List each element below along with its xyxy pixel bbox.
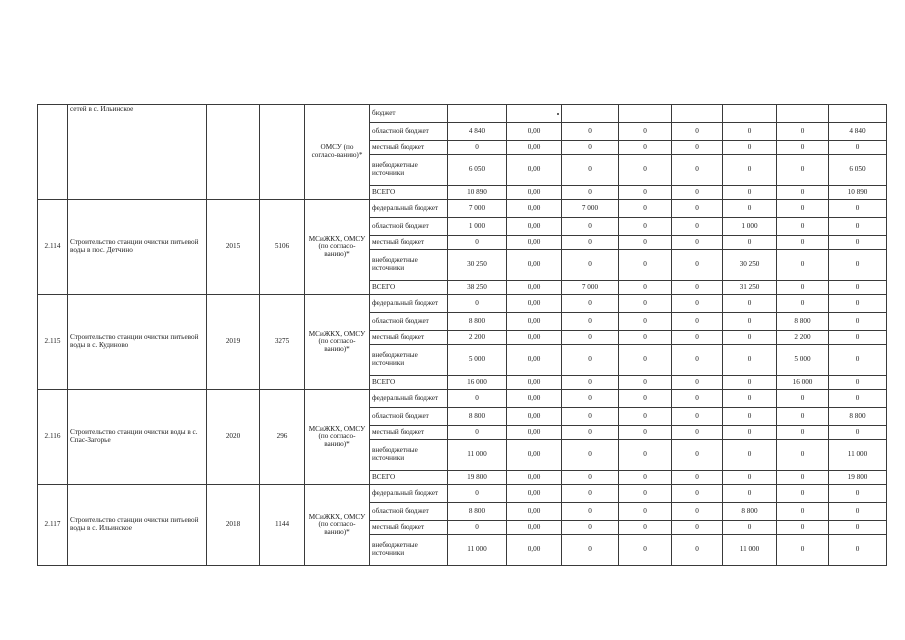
amount-cell: 0 <box>777 250 829 281</box>
amount-cell: 0,00 <box>507 313 562 331</box>
amount-cell: 0 <box>619 440 672 471</box>
amount-cell: 0 <box>672 141 723 155</box>
amount-cell: 0 <box>562 141 619 155</box>
amount-cell <box>829 105 887 123</box>
amount-cell: 0 <box>777 141 829 155</box>
project-name: Строительство станции очистки питьевой воды в с. Кудиново <box>68 295 207 390</box>
amount-cell: 0 <box>619 186 672 200</box>
project-name: Строительство станции очистки воды в с. Спас-Загорье <box>68 390 207 485</box>
amount-cell: 0 <box>723 236 777 250</box>
executor: МСиЖКХ, ОМСУ (по согласо-ванию)* <box>305 390 370 485</box>
amount-cell: 0 <box>777 503 829 521</box>
amount-cell: 8 800 <box>448 313 507 331</box>
amount-cell: 0 <box>777 281 829 295</box>
completion-year: 2019 <box>207 295 260 390</box>
amount-cell: 2 200 <box>777 331 829 345</box>
amount-cell: 0 <box>777 123 829 141</box>
completion-year: 2015 <box>207 200 260 295</box>
funding-source: местный бюджет <box>370 521 448 535</box>
amount-cell: 0 <box>562 345 619 376</box>
funding-source: ВСЕГО <box>370 186 448 200</box>
project-capacity: 296 <box>260 390 305 485</box>
funding-source: областной бюджет <box>370 123 448 141</box>
amount-cell: 0 <box>723 186 777 200</box>
amount-cell: 0 <box>829 313 887 331</box>
amount-cell: 0 <box>448 295 507 313</box>
amount-cell: 0 <box>829 345 887 376</box>
amount-cell: 7 000 <box>562 281 619 295</box>
amount-cell: 7 000 <box>562 200 619 218</box>
amount-cell: 0 <box>619 123 672 141</box>
amount-cell: 0 <box>777 186 829 200</box>
funding-source: местный бюджет <box>370 236 448 250</box>
amount-cell: 0 <box>723 313 777 331</box>
amount-cell: 0 <box>777 521 829 535</box>
project-capacity <box>260 105 305 200</box>
completion-year: 2018 <box>207 485 260 566</box>
amount-cell: 0 <box>619 331 672 345</box>
project-name: сетей в с. Ильинское <box>68 105 207 200</box>
amount-cell: 0,00 <box>507 295 562 313</box>
table-row <box>38 200 887 218</box>
funding-source: внебюджетные источники <box>370 250 448 281</box>
amount-cell: 0 <box>829 426 887 440</box>
amount-cell: 0 <box>672 236 723 250</box>
amount-cell: 0 <box>448 236 507 250</box>
amount-cell: 16 000 <box>777 376 829 390</box>
amount-cell: 11 000 <box>723 535 777 566</box>
amount-cell: 0,00 <box>507 141 562 155</box>
amount-cell: 0,00 <box>507 155 562 186</box>
amount-cell: 0 <box>777 218 829 236</box>
amount-cell: 0 <box>723 408 777 426</box>
amount-cell: 0 <box>672 155 723 186</box>
amount-cell: 0 <box>723 390 777 408</box>
amount-cell: 0 <box>777 236 829 250</box>
executor: МСиЖКХ, ОМСУ (по согласо-ванию)* <box>305 295 370 390</box>
amount-cell: 0,00 <box>507 426 562 440</box>
table-row <box>38 485 887 503</box>
amount-cell: 0 <box>723 155 777 186</box>
amount-cell: 30 250 <box>448 250 507 281</box>
amount-cell <box>507 105 562 123</box>
amount-cell: 1 000 <box>723 218 777 236</box>
funding-source: федеральный бюджет <box>370 200 448 218</box>
amount-cell: 0 <box>829 295 887 313</box>
funding-source: ВСЕГО <box>370 471 448 485</box>
amount-cell: 0 <box>562 440 619 471</box>
amount-cell: 0 <box>672 471 723 485</box>
amount-cell: 0 <box>672 485 723 503</box>
amount-cell: 11 000 <box>829 440 887 471</box>
amount-cell <box>672 105 723 123</box>
document-page <box>37 104 887 566</box>
funding-source: внебюджетные источники <box>370 535 448 566</box>
completion-year: 2020 <box>207 390 260 485</box>
funding-source: местный бюджет <box>370 331 448 345</box>
amount-cell: 0,00 <box>507 331 562 345</box>
row-code: 2.116 <box>38 390 68 485</box>
amount-cell: 0,00 <box>507 535 562 566</box>
amount-cell: 0 <box>562 426 619 440</box>
amount-cell: 8 800 <box>448 408 507 426</box>
amount-cell: 30 250 <box>723 250 777 281</box>
amount-cell: 0 <box>562 390 619 408</box>
amount-cell: 0 <box>723 440 777 471</box>
amount-cell: 0 <box>777 440 829 471</box>
amount-cell: 19 800 <box>448 471 507 485</box>
amount-cell: 0 <box>619 408 672 426</box>
row-code <box>38 105 68 200</box>
amount-cell: 0 <box>672 535 723 566</box>
amount-cell: 0,00 <box>507 503 562 521</box>
amount-cell: 0 <box>723 485 777 503</box>
amount-cell: 0 <box>777 155 829 186</box>
amount-cell: 0 <box>829 331 887 345</box>
amount-cell: 0 <box>619 521 672 535</box>
amount-cell: 0 <box>723 295 777 313</box>
amount-cell: 0 <box>672 200 723 218</box>
amount-cell: 11 000 <box>448 535 507 566</box>
amount-cell: 0,00 <box>507 186 562 200</box>
table-row <box>38 295 887 313</box>
project-name: Строительство станции очистки питьевой воды в с. Ильинское <box>68 485 207 566</box>
amount-cell: 0 <box>619 218 672 236</box>
amount-cell: 0 <box>829 250 887 281</box>
funding-source: федеральный бюджет <box>370 390 448 408</box>
amount-cell: 0,00 <box>507 521 562 535</box>
amount-cell: 0,00 <box>507 471 562 485</box>
amount-cell: 0 <box>448 521 507 535</box>
amount-cell: 0,00 <box>507 345 562 376</box>
amount-cell: 0 <box>562 186 619 200</box>
amount-cell: 0 <box>672 281 723 295</box>
amount-cell: 0 <box>829 236 887 250</box>
funding-source: областной бюджет <box>370 313 448 331</box>
amount-cell: 5 000 <box>777 345 829 376</box>
amount-cell: 0 <box>619 200 672 218</box>
project-capacity: 5106 <box>260 200 305 295</box>
budget-table <box>37 104 887 566</box>
amount-cell: 0 <box>562 331 619 345</box>
amount-cell: 0,00 <box>507 440 562 471</box>
amount-cell: 0 <box>562 503 619 521</box>
amount-cell: 4 840 <box>448 123 507 141</box>
amount-cell: 0 <box>672 123 723 141</box>
amount-cell: 0 <box>672 331 723 345</box>
amount-cell: 0 <box>619 281 672 295</box>
amount-cell: 0 <box>448 426 507 440</box>
amount-cell: 0 <box>562 408 619 426</box>
amount-cell: 0 <box>672 408 723 426</box>
amount-cell: 0 <box>829 535 887 566</box>
project-name: Строительство станции очистки питьевой воды в пос. Детчино <box>68 200 207 295</box>
funding-source: областной бюджет <box>370 218 448 236</box>
amount-cell: 0 <box>672 390 723 408</box>
amount-cell: 8 800 <box>829 408 887 426</box>
amount-cell: 19 800 <box>829 471 887 485</box>
amount-cell: 0 <box>448 141 507 155</box>
funding-source: областной бюджет <box>370 503 448 521</box>
amount-cell: 0 <box>619 535 672 566</box>
amount-cell <box>562 105 619 123</box>
funding-source: местный бюджет <box>370 426 448 440</box>
amount-cell: 0 <box>829 218 887 236</box>
funding-source: ВСЕГО <box>370 281 448 295</box>
amount-cell: 0,00 <box>507 236 562 250</box>
amount-cell: 0 <box>562 485 619 503</box>
amount-cell: 0 <box>619 471 672 485</box>
amount-cell: 0 <box>672 218 723 236</box>
amount-cell: 0,00 <box>507 408 562 426</box>
amount-cell: 0 <box>723 426 777 440</box>
amount-cell: 16 000 <box>448 376 507 390</box>
amount-cell: 0 <box>619 376 672 390</box>
amount-cell: 0 <box>619 236 672 250</box>
amount-cell: 0 <box>562 218 619 236</box>
amount-cell: 31 250 <box>723 281 777 295</box>
amount-cell: 0 <box>672 295 723 313</box>
amount-cell: 0 <box>562 123 619 141</box>
amount-cell: 0 <box>777 426 829 440</box>
amount-cell: 0,00 <box>507 281 562 295</box>
amount-cell: 8 800 <box>723 503 777 521</box>
amount-cell: 6 050 <box>448 155 507 186</box>
amount-cell: 0 <box>723 123 777 141</box>
amount-cell: 0 <box>619 155 672 186</box>
amount-cell: 0 <box>562 471 619 485</box>
amount-cell: 0,00 <box>507 376 562 390</box>
amount-cell: 0 <box>777 485 829 503</box>
amount-cell: 0 <box>672 250 723 281</box>
amount-cell: 0 <box>619 295 672 313</box>
amount-cell: 38 250 <box>448 281 507 295</box>
amount-cell: 0 <box>448 485 507 503</box>
amount-cell: 0 <box>672 426 723 440</box>
funding-source: внебюджетные источники <box>370 155 448 186</box>
amount-cell: 0 <box>829 376 887 390</box>
amount-cell: 0 <box>562 250 619 281</box>
amount-cell: 0,00 <box>507 390 562 408</box>
amount-cell: 11 000 <box>448 440 507 471</box>
amount-cell: 0 <box>619 250 672 281</box>
amount-cell: 0,00 <box>507 200 562 218</box>
project-capacity: 3275 <box>260 295 305 390</box>
funding-source: внебюджетные источники <box>370 345 448 376</box>
amount-cell: 0 <box>619 503 672 521</box>
amount-cell <box>619 105 672 123</box>
amount-cell: 0 <box>723 471 777 485</box>
amount-cell: 0 <box>619 426 672 440</box>
amount-cell: 0 <box>829 200 887 218</box>
scan-mark <box>557 113 559 115</box>
table-row <box>38 390 887 408</box>
table-row <box>38 105 887 123</box>
amount-cell: 0 <box>829 281 887 295</box>
amount-cell: 0 <box>672 440 723 471</box>
funding-source: федеральный бюджет <box>370 485 448 503</box>
amount-cell: 0 <box>777 295 829 313</box>
amount-cell: 0 <box>562 295 619 313</box>
amount-cell: 0 <box>672 376 723 390</box>
amount-cell: 1 000 <box>448 218 507 236</box>
amount-cell: 0 <box>777 408 829 426</box>
amount-cell: 0 <box>723 345 777 376</box>
executor: ОМСУ (по согласо-ванию)* <box>305 105 370 200</box>
amount-cell: 0,00 <box>507 250 562 281</box>
amount-cell: 0 <box>777 535 829 566</box>
row-code: 2.117 <box>38 485 68 566</box>
amount-cell: 0 <box>672 186 723 200</box>
amount-cell <box>777 105 829 123</box>
amount-cell: 10 890 <box>448 186 507 200</box>
amount-cell: 0 <box>619 345 672 376</box>
amount-cell: 0,00 <box>507 485 562 503</box>
amount-cell: 0 <box>829 141 887 155</box>
completion-year <box>207 105 260 200</box>
amount-cell: 0 <box>562 535 619 566</box>
amount-cell: 0 <box>562 376 619 390</box>
amount-cell: 0 <box>723 200 777 218</box>
amount-cell: 0 <box>723 376 777 390</box>
amount-cell: 0,00 <box>507 123 562 141</box>
amount-cell: 0 <box>619 390 672 408</box>
project-capacity: 1144 <box>260 485 305 566</box>
amount-cell: 0 <box>672 521 723 535</box>
funding-source: федеральный бюджет <box>370 295 448 313</box>
amount-cell: 8 800 <box>448 503 507 521</box>
amount-cell: 0 <box>777 390 829 408</box>
amount-cell: 0 <box>723 141 777 155</box>
amount-cell: 0 <box>829 503 887 521</box>
amount-cell: 0 <box>777 471 829 485</box>
amount-cell <box>448 105 507 123</box>
amount-cell <box>723 105 777 123</box>
funding-source: внебюджетные источники <box>370 440 448 471</box>
amount-cell: 0 <box>723 331 777 345</box>
amount-cell: 0 <box>562 236 619 250</box>
amount-cell: 0,00 <box>507 218 562 236</box>
amount-cell: 0 <box>723 521 777 535</box>
amount-cell: 8 800 <box>777 313 829 331</box>
amount-cell: 0 <box>619 313 672 331</box>
amount-cell: 0 <box>448 390 507 408</box>
funding-source: бюджет <box>370 105 448 123</box>
amount-cell: 0 <box>672 503 723 521</box>
amount-cell: 5 000 <box>448 345 507 376</box>
executor: МСиЖКХ, ОМСУ (по согласо-ванию)* <box>305 200 370 295</box>
funding-source: ВСЕГО <box>370 376 448 390</box>
amount-cell: 7 000 <box>448 200 507 218</box>
amount-cell: 0 <box>562 521 619 535</box>
executor: МСиЖКХ, ОМСУ (по согласо-ванию)* <box>305 485 370 566</box>
amount-cell: 0 <box>829 390 887 408</box>
amount-cell: 0 <box>672 345 723 376</box>
funding-source: областной бюджет <box>370 408 448 426</box>
amount-cell: 0 <box>672 313 723 331</box>
row-code: 2.115 <box>38 295 68 390</box>
amount-cell: 6 050 <box>829 155 887 186</box>
amount-cell: 0 <box>562 155 619 186</box>
row-code: 2.114 <box>38 200 68 295</box>
amount-cell: 0 <box>829 521 887 535</box>
amount-cell: 2 200 <box>448 331 507 345</box>
amount-cell: 0 <box>829 485 887 503</box>
amount-cell: 0 <box>777 200 829 218</box>
amount-cell: 0 <box>562 313 619 331</box>
funding-source: местный бюджет <box>370 141 448 155</box>
amount-cell: 4 840 <box>829 123 887 141</box>
amount-cell: 0 <box>619 485 672 503</box>
amount-cell: 0 <box>619 141 672 155</box>
amount-cell: 10 890 <box>829 186 887 200</box>
